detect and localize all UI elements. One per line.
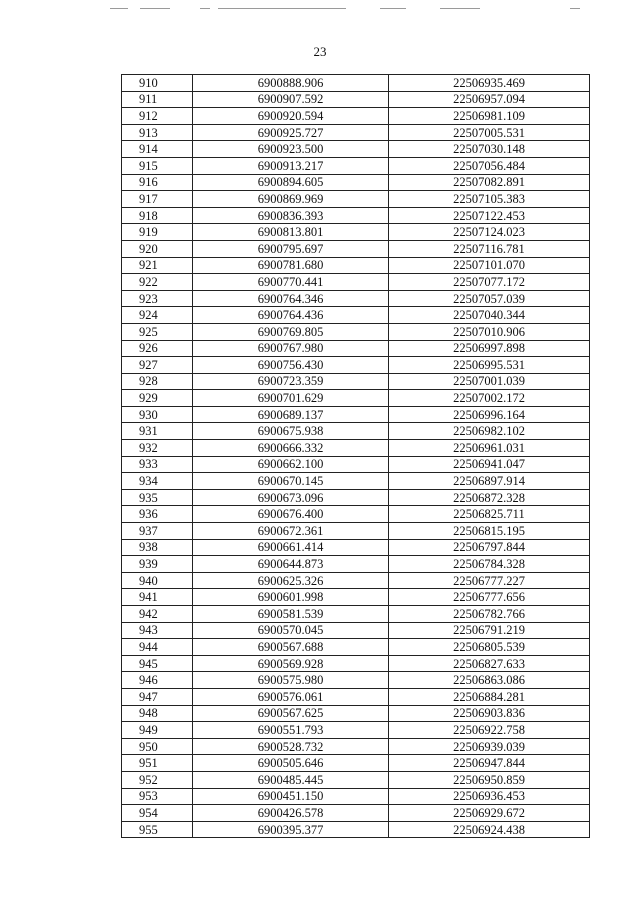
x-coordinate-cell: 6900869.969 bbox=[193, 191, 389, 208]
x-coordinate-cell: 6900925.727 bbox=[193, 124, 389, 141]
y-coordinate-cell: 22506995.531 bbox=[389, 357, 590, 374]
y-coordinate-cell: 22506929.672 bbox=[389, 805, 590, 822]
point-number-cell: 916 bbox=[122, 174, 193, 191]
y-coordinate-cell: 22507101.070 bbox=[389, 257, 590, 274]
table-row bbox=[122, 440, 590, 457]
point-number-cell: 947 bbox=[122, 688, 193, 705]
table-row bbox=[122, 523, 590, 540]
x-coordinate-cell: 6900569.928 bbox=[193, 655, 389, 672]
table-row bbox=[122, 340, 590, 357]
table-row bbox=[122, 373, 590, 390]
y-coordinate-cell: 22507057.039 bbox=[389, 290, 590, 307]
x-coordinate-cell: 6900528.732 bbox=[193, 738, 389, 755]
point-number-cell: 913 bbox=[122, 124, 193, 141]
table-row bbox=[122, 307, 590, 324]
x-coordinate-cell: 6900764.346 bbox=[193, 290, 389, 307]
scan-artifact-marks bbox=[110, 8, 580, 11]
point-number-cell: 951 bbox=[122, 755, 193, 772]
y-coordinate-cell: 22506777.656 bbox=[389, 589, 590, 606]
point-number-cell: 919 bbox=[122, 224, 193, 241]
point-number-cell: 927 bbox=[122, 357, 193, 374]
x-coordinate-cell: 6900670.145 bbox=[193, 473, 389, 490]
x-coordinate-cell: 6900575.980 bbox=[193, 672, 389, 689]
y-coordinate-cell: 22506782.766 bbox=[389, 606, 590, 623]
point-number-cell: 921 bbox=[122, 257, 193, 274]
point-number-cell: 940 bbox=[122, 572, 193, 589]
table-row bbox=[122, 357, 590, 374]
x-coordinate-cell: 6900601.998 bbox=[193, 589, 389, 606]
y-coordinate-cell: 22507040.344 bbox=[389, 307, 590, 324]
point-number-cell: 917 bbox=[122, 191, 193, 208]
x-coordinate-cell: 6900769.805 bbox=[193, 323, 389, 340]
y-coordinate-cell: 22506897.914 bbox=[389, 473, 590, 490]
point-number-cell: 923 bbox=[122, 290, 193, 307]
table-row bbox=[122, 456, 590, 473]
x-coordinate-cell: 6900764.436 bbox=[193, 307, 389, 324]
x-coordinate-cell: 6900888.906 bbox=[193, 75, 389, 92]
x-coordinate-cell: 6900795.697 bbox=[193, 240, 389, 257]
table-row bbox=[122, 639, 590, 656]
point-number-cell: 924 bbox=[122, 307, 193, 324]
table-row bbox=[122, 606, 590, 623]
y-coordinate-cell: 22506961.031 bbox=[389, 440, 590, 457]
table-row bbox=[122, 257, 590, 274]
table-row bbox=[122, 705, 590, 722]
y-coordinate-cell: 22506827.633 bbox=[389, 655, 590, 672]
table-row bbox=[122, 157, 590, 174]
y-coordinate-cell: 22506784.328 bbox=[389, 556, 590, 573]
x-coordinate-cell: 6900907.592 bbox=[193, 91, 389, 108]
y-coordinate-cell: 22506825.711 bbox=[389, 506, 590, 523]
point-number-cell: 933 bbox=[122, 456, 193, 473]
y-coordinate-cell: 22506872.328 bbox=[389, 489, 590, 506]
x-coordinate-cell: 6900625.326 bbox=[193, 572, 389, 589]
point-number-cell: 934 bbox=[122, 473, 193, 490]
point-number-cell: 932 bbox=[122, 440, 193, 457]
table-row bbox=[122, 755, 590, 772]
y-coordinate-cell: 22507001.039 bbox=[389, 373, 590, 390]
x-coordinate-cell: 6900701.629 bbox=[193, 390, 389, 407]
table-row bbox=[122, 556, 590, 573]
point-number-cell: 949 bbox=[122, 722, 193, 739]
y-coordinate-cell: 22506903.836 bbox=[389, 705, 590, 722]
y-coordinate-cell: 22506981.109 bbox=[389, 108, 590, 125]
table-row bbox=[122, 821, 590, 838]
y-coordinate-cell: 22507116.781 bbox=[389, 240, 590, 257]
y-coordinate-cell: 22506936.453 bbox=[389, 788, 590, 805]
point-number-cell: 941 bbox=[122, 589, 193, 606]
x-coordinate-cell: 6900836.393 bbox=[193, 207, 389, 224]
table-row bbox=[122, 788, 590, 805]
point-number-cell: 926 bbox=[122, 340, 193, 357]
x-coordinate-cell: 6900551.793 bbox=[193, 722, 389, 739]
y-coordinate-cell: 22506924.438 bbox=[389, 821, 590, 838]
point-number-cell: 937 bbox=[122, 523, 193, 540]
point-number-cell: 935 bbox=[122, 489, 193, 506]
y-coordinate-cell: 22506950.859 bbox=[389, 771, 590, 788]
point-number-cell: 939 bbox=[122, 556, 193, 573]
x-coordinate-cell: 6900672.361 bbox=[193, 523, 389, 540]
x-coordinate-cell: 6900781.680 bbox=[193, 257, 389, 274]
coordinates-table bbox=[121, 74, 590, 838]
table-row bbox=[122, 622, 590, 639]
x-coordinate-cell: 6900662.100 bbox=[193, 456, 389, 473]
point-number-cell: 910 bbox=[122, 75, 193, 92]
point-number-cell: 929 bbox=[122, 390, 193, 407]
y-coordinate-cell: 22506777.227 bbox=[389, 572, 590, 589]
point-number-cell: 936 bbox=[122, 506, 193, 523]
table-row bbox=[122, 771, 590, 788]
x-coordinate-cell: 6900395.377 bbox=[193, 821, 389, 838]
point-number-cell: 945 bbox=[122, 655, 193, 672]
x-coordinate-cell: 6900576.061 bbox=[193, 688, 389, 705]
table-row bbox=[122, 141, 590, 158]
coordinates-table-body bbox=[122, 75, 590, 838]
x-coordinate-cell: 6900689.137 bbox=[193, 406, 389, 423]
point-number-cell: 915 bbox=[122, 157, 193, 174]
page-number: 23 bbox=[313, 44, 327, 59]
y-coordinate-cell: 22506957.094 bbox=[389, 91, 590, 108]
x-coordinate-cell: 6900581.539 bbox=[193, 606, 389, 623]
y-coordinate-cell: 22507124.023 bbox=[389, 224, 590, 241]
point-number-cell: 943 bbox=[122, 622, 193, 639]
y-coordinate-cell: 22506805.539 bbox=[389, 639, 590, 656]
point-number-cell: 955 bbox=[122, 821, 193, 838]
point-number-cell: 914 bbox=[122, 141, 193, 158]
x-coordinate-cell: 6900920.594 bbox=[193, 108, 389, 125]
y-coordinate-cell: 22506939.039 bbox=[389, 738, 590, 755]
point-number-cell: 920 bbox=[122, 240, 193, 257]
table-row bbox=[122, 390, 590, 407]
table-row bbox=[122, 506, 590, 523]
table-row bbox=[122, 108, 590, 125]
table-row bbox=[122, 224, 590, 241]
table-row bbox=[122, 655, 590, 672]
point-number-cell: 946 bbox=[122, 672, 193, 689]
y-coordinate-cell: 22507082.891 bbox=[389, 174, 590, 191]
x-coordinate-cell: 6900673.096 bbox=[193, 489, 389, 506]
table-row bbox=[122, 805, 590, 822]
y-coordinate-cell: 22507005.531 bbox=[389, 124, 590, 141]
y-coordinate-cell: 22506997.898 bbox=[389, 340, 590, 357]
table-row bbox=[122, 191, 590, 208]
x-coordinate-cell: 6900505.646 bbox=[193, 755, 389, 772]
y-coordinate-cell: 22506996.164 bbox=[389, 406, 590, 423]
y-coordinate-cell: 22506947.844 bbox=[389, 755, 590, 772]
point-number-cell: 938 bbox=[122, 539, 193, 556]
table-row bbox=[122, 722, 590, 739]
y-coordinate-cell: 22507122.453 bbox=[389, 207, 590, 224]
x-coordinate-cell: 6900756.430 bbox=[193, 357, 389, 374]
y-coordinate-cell: 22506935.469 bbox=[389, 75, 590, 92]
table-row bbox=[122, 240, 590, 257]
y-coordinate-cell: 22506863.086 bbox=[389, 672, 590, 689]
y-coordinate-cell: 22507056.484 bbox=[389, 157, 590, 174]
point-number-cell: 953 bbox=[122, 788, 193, 805]
table-row bbox=[122, 406, 590, 423]
point-number-cell: 942 bbox=[122, 606, 193, 623]
y-coordinate-cell: 22507030.148 bbox=[389, 141, 590, 158]
x-coordinate-cell: 6900770.441 bbox=[193, 274, 389, 291]
table-row bbox=[122, 274, 590, 291]
point-number-cell: 922 bbox=[122, 274, 193, 291]
x-coordinate-cell: 6900451.150 bbox=[193, 788, 389, 805]
y-coordinate-cell: 22507010.906 bbox=[389, 323, 590, 340]
x-coordinate-cell: 6900570.045 bbox=[193, 622, 389, 639]
table-row bbox=[122, 489, 590, 506]
y-coordinate-cell: 22506797.844 bbox=[389, 539, 590, 556]
y-coordinate-cell: 22506884.281 bbox=[389, 688, 590, 705]
point-number-cell: 912 bbox=[122, 108, 193, 125]
y-coordinate-cell: 22506922.758 bbox=[389, 722, 590, 739]
table-row bbox=[122, 174, 590, 191]
point-number-cell: 944 bbox=[122, 639, 193, 656]
x-coordinate-cell: 6900675.938 bbox=[193, 423, 389, 440]
point-number-cell: 928 bbox=[122, 373, 193, 390]
x-coordinate-cell: 6900567.625 bbox=[193, 705, 389, 722]
y-coordinate-cell: 22507105.383 bbox=[389, 191, 590, 208]
x-coordinate-cell: 6900567.688 bbox=[193, 639, 389, 656]
x-coordinate-cell: 6900894.605 bbox=[193, 174, 389, 191]
x-coordinate-cell: 6900923.500 bbox=[193, 141, 389, 158]
y-coordinate-cell: 22506982.102 bbox=[389, 423, 590, 440]
table-row bbox=[122, 75, 590, 92]
table-row bbox=[122, 539, 590, 556]
table-row bbox=[122, 290, 590, 307]
table-row bbox=[122, 572, 590, 589]
x-coordinate-cell: 6900666.332 bbox=[193, 440, 389, 457]
point-number-cell: 931 bbox=[122, 423, 193, 440]
table-row bbox=[122, 91, 590, 108]
table-row bbox=[122, 124, 590, 141]
x-coordinate-cell: 6900723.359 bbox=[193, 373, 389, 390]
y-coordinate-cell: 22506941.047 bbox=[389, 456, 590, 473]
point-number-cell: 930 bbox=[122, 406, 193, 423]
x-coordinate-cell: 6900913.217 bbox=[193, 157, 389, 174]
y-coordinate-cell: 22507077.172 bbox=[389, 274, 590, 291]
point-number-cell: 950 bbox=[122, 738, 193, 755]
x-coordinate-cell: 6900644.873 bbox=[193, 556, 389, 573]
x-coordinate-cell: 6900676.400 bbox=[193, 506, 389, 523]
table-row bbox=[122, 323, 590, 340]
table-row bbox=[122, 423, 590, 440]
point-number-cell: 918 bbox=[122, 207, 193, 224]
table-row bbox=[122, 589, 590, 606]
table-row bbox=[122, 672, 590, 689]
point-number-cell: 948 bbox=[122, 705, 193, 722]
point-number-cell: 954 bbox=[122, 805, 193, 822]
x-coordinate-cell: 6900661.414 bbox=[193, 539, 389, 556]
y-coordinate-cell: 22506815.195 bbox=[389, 523, 590, 540]
point-number-cell: 925 bbox=[122, 323, 193, 340]
x-coordinate-cell: 6900426.578 bbox=[193, 805, 389, 822]
y-coordinate-cell: 22506791.219 bbox=[389, 622, 590, 639]
x-coordinate-cell: 6900767.980 bbox=[193, 340, 389, 357]
table-row bbox=[122, 738, 590, 755]
table-row bbox=[122, 473, 590, 490]
y-coordinate-cell: 22507002.172 bbox=[389, 390, 590, 407]
table-row bbox=[122, 688, 590, 705]
point-number-cell: 911 bbox=[122, 91, 193, 108]
table-row bbox=[122, 207, 590, 224]
x-coordinate-cell: 6900485.445 bbox=[193, 771, 389, 788]
x-coordinate-cell: 6900813.801 bbox=[193, 224, 389, 241]
point-number-cell: 952 bbox=[122, 771, 193, 788]
